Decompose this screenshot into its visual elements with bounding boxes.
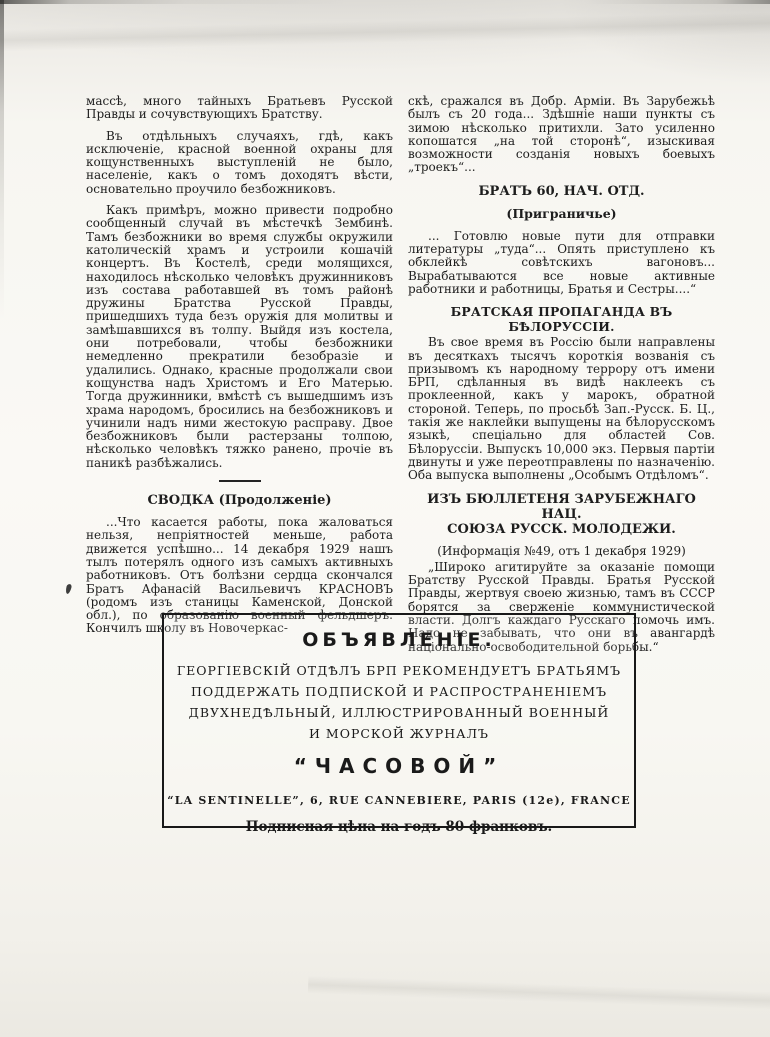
paper-crease-bottom [308, 976, 770, 1013]
paper-edge-top [0, 0, 770, 4]
heading-line: ИЗЪ БЮЛЛЕТЕНЯ ЗАРУБЕЖНАГО НАЦ. [427, 491, 696, 522]
section-divider [219, 480, 261, 482]
advertisement-line: ДВУХНЕДѢЛЬНЫЙ, ИЛЛЮСТРИРОВАННЫЙ ВОЕННЫЙ [188, 705, 610, 720]
subscription-price: Подписная цѣна на годъ 80 франковъ. [245, 819, 553, 835]
info-line: (Информація №49, отъ 1 декабря 1929) [437, 543, 686, 558]
paragraph: Въ отдѣльныхъ случаяхъ, гдѣ, какъ исключеніе, красной военной охраны для кощунственныхъ выступленій не было, населеніе, какъ о томъ доходятъ вѣсти, основательно проучило безбожниковъ. [86, 128, 393, 196]
section-heading-brat-60: БРАТЪ 60, НАЧ. ОТД. [478, 183, 645, 199]
paragraph: „Широко агитируйте за оказаніе помощи Братству Русской Правды. Братья Русской Правды, жертвуя своею жизнью, тамъ въ СССР борятся за сверженіе коммунистической власти. Долгъ каждаго Русскаго помочь имъ. Надо не забывать, что они въ авангардѣ національно-освободительной борьбы.“ [408, 559, 715, 654]
section-subheading-prigranichye: (Приграничье) [506, 205, 617, 221]
paragraph: Въ свое время въ Россію были направлены въ десяткахъ тысячъ короткія возванія съ призывомъ къ народному террору отъ имени БРП, сдѣланныя въ видѣ наклеекъ съ проклеенной, какъ у марокъ, обратной стороной. Теперь, по просьбѣ Зап.-Русск. Б. Ц., такія же наклейки выпущены на бѣлорусскомъ языкѣ, спеціально для областей Сов. Бѣлоруссіи. Выпускъ 10,000 экз. Первыя партіи двинуты и уже переотправлены по назначенію. Оба выпуска выполнены „Особымъ Отдѣломъ“. [408, 335, 715, 483]
paragraph-continuation: массѣ, много тайныхъ Братьевъ Русской Правды и сочувствующихъ Братству. [86, 94, 393, 122]
advertisement-line: И МОРСКОЙ ЖУРНАЛЪ [309, 726, 489, 741]
paragraph: ... Готовлю новые пути для отправки литературы „туда“... Опять приступлено къ обклейкѣ совѣтскихъ вагоновъ... Вырабатываются все новые активные работники и работницы, Братья и Сестры....“ [408, 228, 715, 296]
paper-crease-top [0, 10, 770, 51]
advertisement-body [164, 660, 634, 744]
heading-line: СОЮЗА РУССК. МОЛОДЕЖИ. [447, 521, 676, 537]
paragraph: Какъ примѣръ, можно привести подробно сообщенный случай въ мѣстечкѣ Зембинѣ. Тамъ безбожники во время службы окружили католическій храмъ и устроили кошачій концертъ. Въ Костелѣ, среди молящихся, находилось нѣсколько человѣкъ дружинниковъ изъ состава работавшей въ томъ районѣ дружины Братства Русской Правды, пришедшихъ туда безъ оружія для молитвы и замѣшавшихся въ толпу. Выйдя изъ костела, они потребовали, чтобы безбожники немедленно прекратили безобразіе и удалились. Однако, красные продолжали свои кощунства надъ Христомъ и Его Матерью. Тогда дружинники, вмѣстѣ съ вышедшимъ изъ храма народомъ, бросились на безбожниковъ и учинили надъ ними жестокую расправу. Двое безбожниковъ были растерзаны толпою, нѣсколько человѣкъ тяжко ранено, прочіе въ паникѣ разбѣжались. [86, 203, 393, 470]
text-columns [86, 95, 715, 662]
advertisement-line: ГЕОРГІЕВСКІЙ ОТДѢЛЪ БРП РЕКОМЕНДУЕТЪ БРАТЬЯМЪ [176, 663, 622, 678]
ink-blot-mark [65, 584, 72, 595]
advertisement-title: ОБЪЯВЛЕНІЕ. [302, 629, 496, 651]
journal-name: “ЧАСОВОЙ” [293, 754, 505, 778]
journal-address: “LA SENTINELLE”, 6, RUE CANNEBIERE, PARIS (12e), FRANCE [167, 794, 631, 807]
section-heading-svodka: СВОДКА (Продолженіе) [147, 493, 332, 509]
advertisement-box [162, 613, 636, 835]
paragraph-continuation: скѣ, сражался въ Добр. Арміи. Въ Зарубежьѣ былъ съ 20 года... Здѣшніе наши пункты съ зимою нѣсколько притихли. Зато усиленно копошатся „на той сторонѣ“, изыскивая возможности созданія новыхъ боевыхъ „троекъ“... [408, 94, 715, 175]
left-column [86, 95, 393, 662]
paragraph: ...Что касается работы, пока жаловаться нельзя, непріятностей меньше, работа движется успѣшно... 14 декабря 1929 нашъ тылъ потерялъ одного изъ самыхъ активныхъ работниковъ. Отъ болѣзни сердца скончался Братъ Афанасій Васильевичъ КРАСНОВЪ (родомъ изъ станицы Каменской, Донской обл.), по образованію военный фельдшеръ. Кончилъ школу въ Новочеркас- [86, 515, 393, 636]
section-heading-propaganda: БРАТСКАЯ ПРОПАГАНДА ВЪ БѢЛОРУССІИ. [450, 304, 673, 335]
right-column [408, 95, 715, 662]
section-heading-bulletin [408, 492, 715, 537]
advertisement-line: ПОДДЕРЖАТЬ ПОДПИСКОЙ И РАСПРОСТРАНЕНІЕМЪ [190, 684, 608, 699]
